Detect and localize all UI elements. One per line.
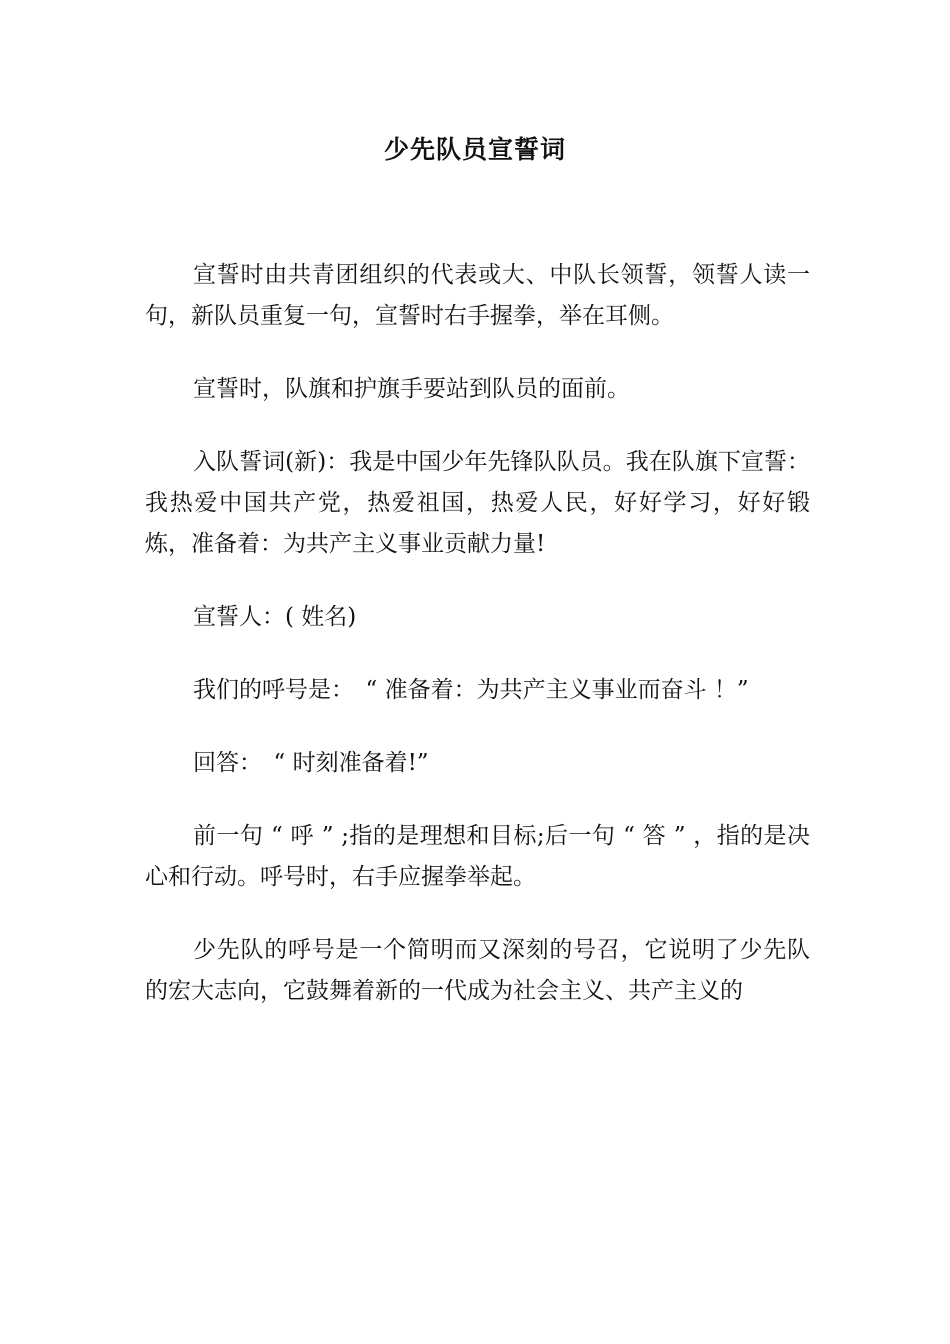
paragraph-oath-name: 宣誓人：( 姓名) (193, 604, 357, 630)
paragraph-oath-text: 入队誓词(新)：我是中国少年先锋队队员。我在队旗下宣誓：我热爱中国共产党，热爱祖国，热爱人民，好好学习，好好锻炼，准备着：为共产主义事业贡献力量! (145, 449, 810, 557)
document-title: 少先队员宣誓词 (383, 135, 566, 164)
paragraph-slogan-significance: 少先队的呼号是一个简明而又深刻的号召，它说明了少先队的宏大志向，它鼓舞着新的一代成为社会主义、共产主义的 (145, 937, 810, 1004)
paragraph-flag-position: 宣誓时，队旗和护旗手要站到队员的面前。 (193, 376, 630, 402)
paragraph-answer: 回答： “ 时刻准备着!” (193, 750, 429, 776)
paragraph-call-meaning: 前一句 “ 呼 ” ;指的是理想和目标;后一句 “ 答 ” ，指的是决心和行动。呼号时，右手应握拳举起。 (145, 823, 810, 890)
paragraph-call-slogan: 我们的呼号是： “ 准备着：为共产主义事业而奋斗 ！” (193, 677, 749, 703)
paragraph-oath-procedure: 宣誓时由共青团组织的代表或大、中队长领誓，领誓人读一句，新队员重复一句，宣誓时右手握拳，举在耳侧。 (145, 262, 810, 329)
document-body (145, 255, 810, 1028)
